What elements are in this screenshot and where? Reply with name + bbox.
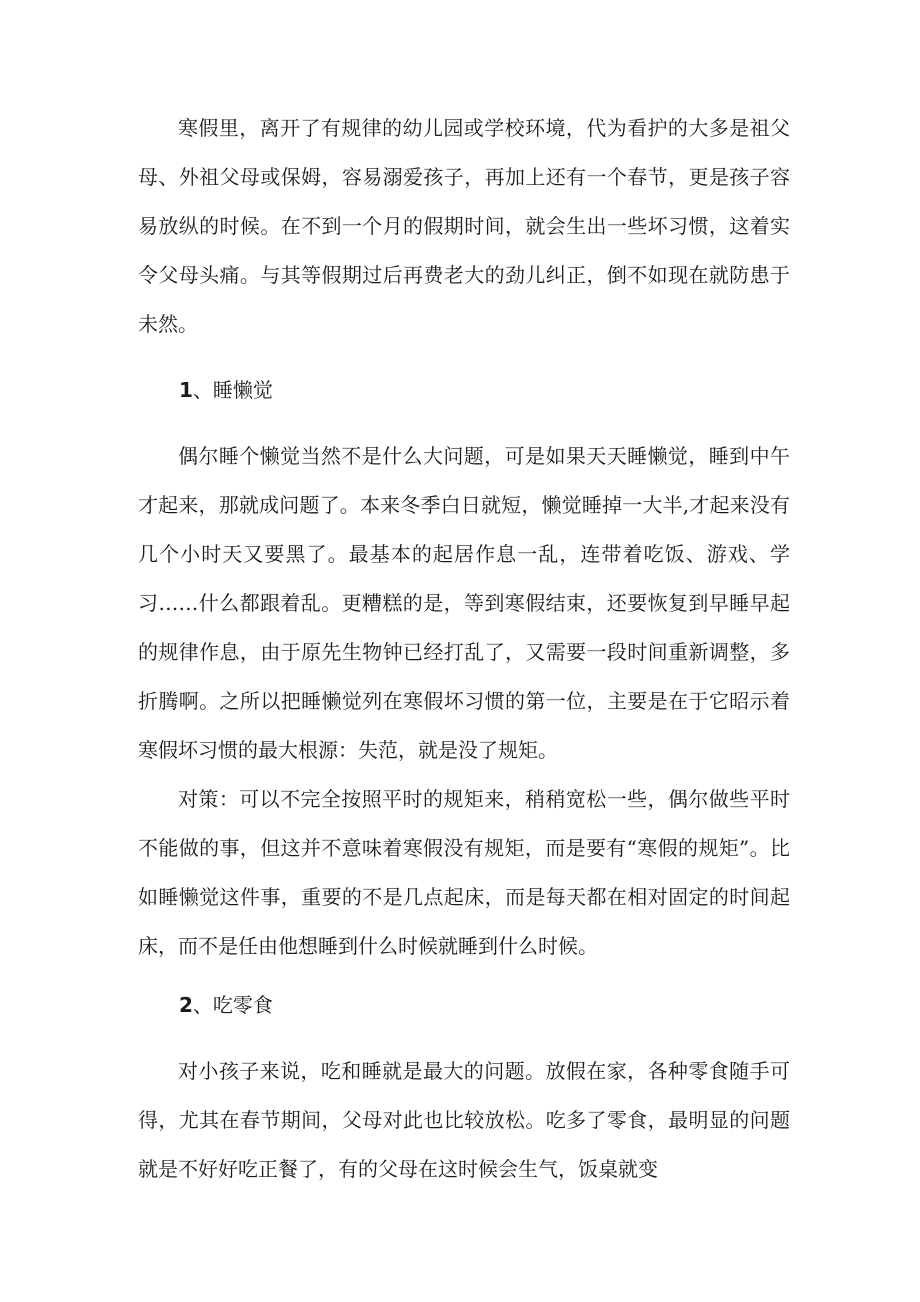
section-separator: 、: [192, 993, 213, 1017]
section-separator: 、: [192, 378, 213, 402]
spacer: [138, 349, 790, 366]
section-1-paragraph-1: 偶尔睡个懒觉当然不是什么大问题，可是如果天天睡懒觉，睡到中午才起来，那就成问题了。本来冬季白日就短，懒觉睡掉一大半,才起来没有几个小时天又要黑了。最基本的起居作息一乱，连带着吃饭、游戏、学习……什么都跟着乱。更糟糕的是，等到寒假结束，还要恢复到早睡早起的规律作息，由于原先生物钟已经打乱了，又需要一段时间重新调整，多折腾啊。之所以把睡懒觉列在寒假坏习惯的第一位，主要是在于它昭示着寒假坏习惯的最大根源：失范，就是没了规矩。: [138, 444, 790, 762]
intro-paragraph: 寒假里，离开了有规律的幼儿园或学校环境，代为看护的大多是祖父母、外祖父母或保姆，容易溺爱孩子，再加上还有一个春节，更是孩子容易放纵的时候。在不到一个月的假期时间，就会生出一些坏习惯，这着实令父母头痛。与其等假期过后再费老大的劲儿纠正，倒不如现在就防患于未然。: [138, 116, 790, 336]
section-heading-1: [138, 366, 790, 415]
section-title: 睡懒觉: [212, 378, 273, 402]
section-number: 1: [179, 378, 193, 402]
section-2-paragraph-1: 对小孩子来说，吃和睡就是最大的问题。放假在家，各种零食随手可得，尤其在春节期间，父母对此也比较放松。吃多了零食，最明显的问题就是不好好吃正餐了，有的父母在这时候会生气，饭桌就变: [138, 1059, 790, 1181]
section-1-paragraph-2: 对策：可以不完全按照平时的规矩来，稍稍宽松一些，偶尔做些平时不能做的事，但这并不意味着寒假没有规矩，而是要有“寒假的规矩”。比如睡懒觉这件事，重要的不是几点起床，而是每天都在相对固定的时间起床，而不是任由他想睡到什么时候就睡到什么时候。: [138, 787, 790, 958]
spacer: [138, 1030, 790, 1047]
document-body: [138, 104, 790, 1194]
section-title: 吃零食: [212, 993, 273, 1017]
section-heading-2: [138, 981, 790, 1030]
spacer: [138, 415, 790, 432]
section-number: 2: [179, 993, 193, 1017]
spacer: [138, 971, 790, 981]
